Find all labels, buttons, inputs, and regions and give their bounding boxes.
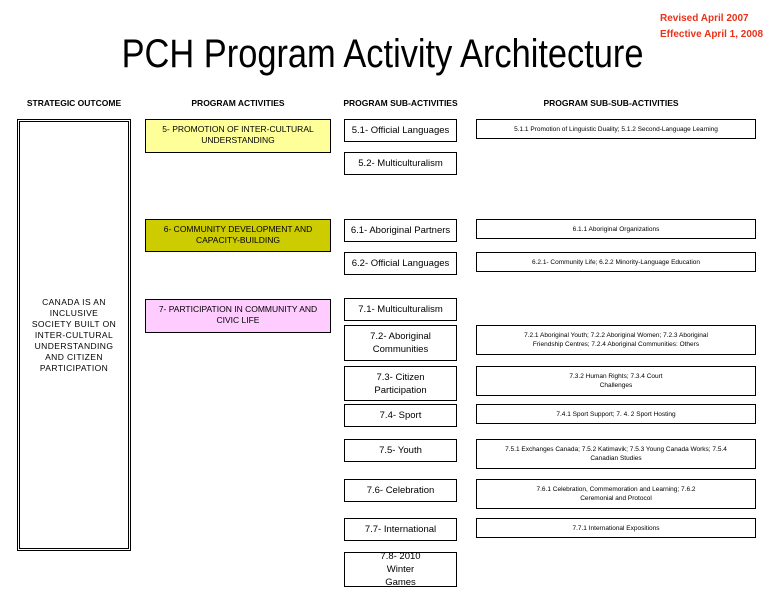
sub-activity-label: 7.8- 2010 Winter Games [380,551,421,588]
header-program-sub-activities: PROGRAM SUB-ACTIVITIES [343,98,458,108]
sub-sub-activity [476,252,756,272]
sub-sub-activity-label: 7.6.1 Celebration, Commemoration and Learning; 7.6.2 Ceremonial and Protocol [536,486,696,502]
sub-activity-label: 7.4- Sport [379,410,422,421]
activity-label: 5- PROMOTION OF INTER-CULTURAL UNDERSTANDING [162,124,314,145]
sub-sub-activity [476,518,756,538]
sub-activity [344,252,457,275]
sub-sub-activity [476,404,756,424]
sub-activity [344,439,457,462]
activity-5 [145,119,331,153]
sub-sub-activity-label: 7.3.2 Human Rights; 7.3.4 Court Challenges [569,373,663,389]
activity-label: 7- PARTICIPATION IN COMMUNITY AND CIVIC LIFE [158,304,318,325]
sub-activity-label: 7.6- Celebration [366,485,435,496]
sub-activity [344,219,457,242]
activity-label: 6- COMMUNITY DEVELOPMENT AND CAPACITY-BUILDING [163,224,313,245]
header-program-sub-sub-activities: PROGRAM SUB-SUB-ACTIVITIES [543,98,679,108]
sub-activity-label: 6.1- Aboriginal Partners [350,225,451,236]
sub-activity-label: 7.5- Youth [379,445,422,456]
sub-sub-activity [476,119,756,139]
sub-activity-label: 7.2- Aboriginal Communities [370,331,431,355]
sub-activity [344,152,457,175]
sub-sub-activity-label: 7.4.1 Sport Support; 7. 4. 2 Sport Hosting [556,410,676,418]
sub-sub-activity-label: 7.7.1 International Expositions [572,524,660,532]
sub-sub-activity-label: 7.5.1 Exchanges Canada; 7.5.2 Katimavik; 7.5.3 Young Canada Works; 7.5.4 Canadian Studies [505,446,727,462]
sub-sub-activity-label: 7.2.1 Aboriginal Youth; 7.2.2 Aboriginal Women; 7.2.3 Aboriginal Friendship Centres; 7.2.4 Aboriginal Communities: Others [524,332,708,348]
sub-activity [344,479,457,502]
revised-date: Revised April 2007 [660,13,749,24]
sub-sub-activity [476,366,756,396]
sub-sub-activity-label: 5.1.1 Promotion of Linguistic Duality; 5.1.2 Second-Language Learning [514,125,718,133]
sub-activity-label: 7.1- Multiculturalism [358,304,443,315]
effective-date: Effective April 1, 2008 [660,29,764,40]
sub-activity [344,404,457,427]
sub-sub-activity [476,439,756,469]
sub-sub-activity-label: 6.1.1 Aboriginal Organizations [572,225,660,233]
page-title: PCH Program Activity Architecture [121,32,644,76]
sub-activity [344,325,457,361]
header-program-activities: PROGRAM ACTIVITIES [191,98,285,108]
sub-activity-label: 7.3- Citizen Participation [374,371,427,396]
sub-activity [344,119,457,142]
sub-activity [344,298,457,321]
sub-activity-label: 7.7- International [364,524,437,535]
activity-6 [145,219,331,252]
sub-activity-label: 5.2- Multiculturalism [358,158,443,169]
sub-sub-activity-label: 6.2.1- Community Life; 6.2.2 Minority-Language Education [531,258,700,266]
sub-activity-label: 6.2- Official Languages [351,258,450,269]
strategic-outcome-text: CANADA IS AN INCLUSIVE SOCIETY BUILT ON INTER-CULTURAL UNDERSTANDING AND CITIZEN PARTICIPATION [31,296,117,373]
sub-activity [344,552,457,587]
sub-activity-label: 5.1- Official Languages [351,125,450,136]
sub-activity [344,518,457,541]
strategic-outcome-box [17,119,131,551]
activity-7 [145,299,331,333]
header-strategic-outcome: STRATEGIC OUTCOME [26,98,122,108]
sub-sub-activity [476,219,756,239]
sub-sub-activity [476,325,756,355]
sub-sub-activity [476,479,756,509]
sub-activity [344,366,457,401]
